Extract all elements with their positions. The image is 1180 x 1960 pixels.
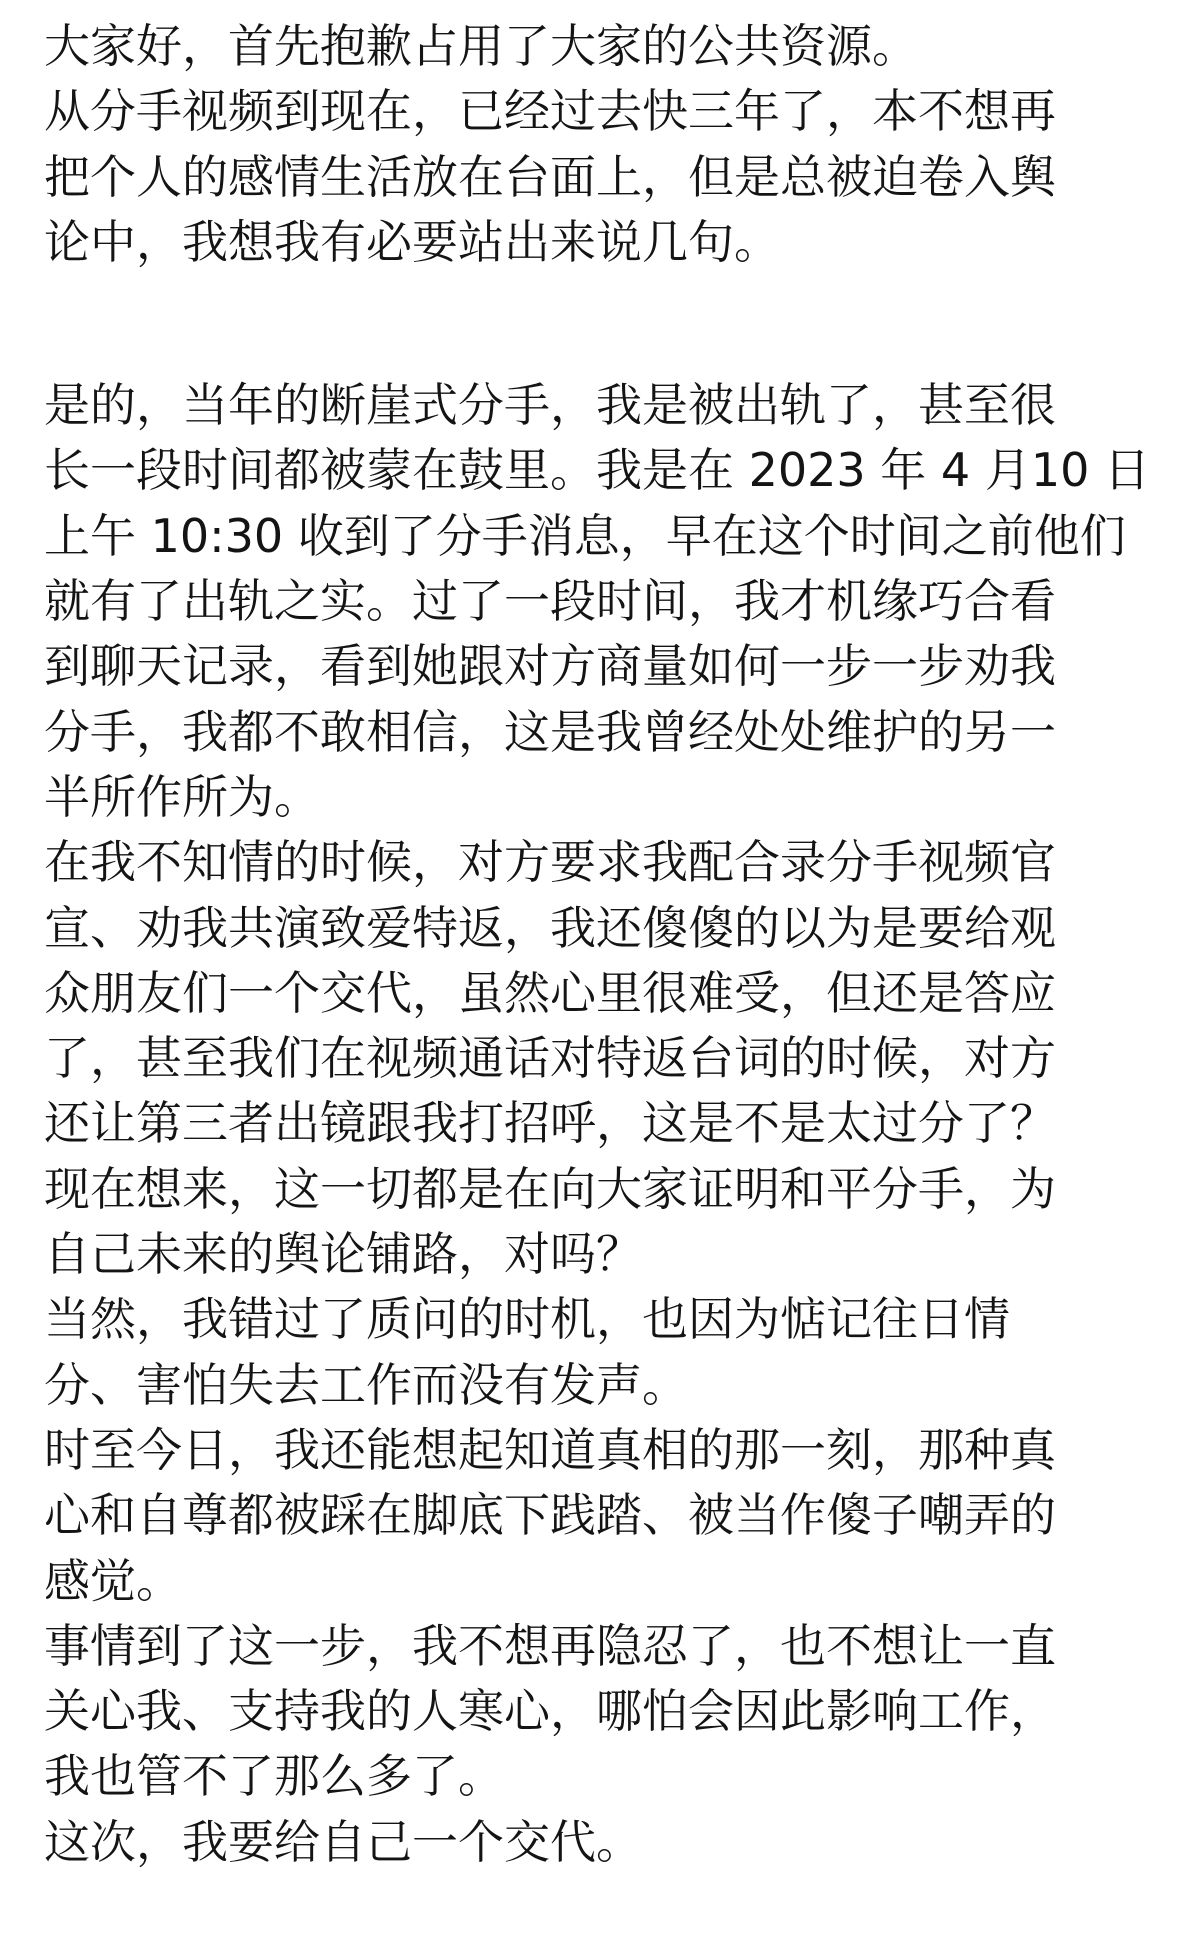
text-line: 时至今日，我还能想起知道真相的那一刻，那种真 xyxy=(44,1422,1056,1477)
text-line: 大家好，首先抱歉占用了大家的公共资源。 xyxy=(44,19,918,73)
text-line: 众朋友们一个交代，虽然心里很难受，但还是答应 xyxy=(44,965,1056,1020)
text-line: 从分手视频到现在，已经过去快三年了，本不想再 xyxy=(44,84,1056,139)
text-line: 是的，当年的断崖式分手，我是被出轨了，甚至很 xyxy=(44,378,1056,433)
text-line: 关心我、支持我的人寒心，哪怕会因此影响工作， xyxy=(44,1684,1056,1739)
paragraph-gap xyxy=(44,275,1174,373)
text-line: 感觉。 xyxy=(44,1553,182,1608)
text-line: 事情到了这一步，我不想再隐忍了，也不想让一直 xyxy=(44,1618,1056,1673)
text-line: 宣、劝我共演致爱特返，我还傻傻的以为是要给观 xyxy=(44,900,1056,955)
text-line: 分、害怕失去工作而没有发声。 xyxy=(44,1357,688,1412)
text-line: 还让第三者出镜跟我打招呼，这是不是太过分了？ xyxy=(44,1096,1056,1151)
text-line: 论中，我想我有必要站出来说几句。 xyxy=(44,214,780,269)
text-line: 心和自尊都被踩在脚底下践踏、被当作傻子嘲弄的 xyxy=(44,1488,1056,1543)
text-line: 现在想来，这一切都是在向大家证明和平分手，为 xyxy=(44,1161,1056,1216)
text-line: 半所作所为。 xyxy=(44,769,320,824)
text-line: 自己未来的舆论铺路，对吗？ xyxy=(44,1227,642,1282)
text-line: 长一段时间都被蒙在鼓里。我是在 2023 年 4 月10 日 xyxy=(44,443,1150,498)
text-line: 到聊天记录，看到她跟对方商量如何一步一步劝我 xyxy=(44,639,1056,694)
body-paragraphs xyxy=(44,373,1174,1875)
text-line: 这次，我要给自己一个交代。 xyxy=(44,1814,642,1869)
intro-paragraph xyxy=(44,14,1174,275)
statement-document xyxy=(44,14,1174,1875)
text-line: 就有了出轨之实。过了一段时间，我才机缘巧合看 xyxy=(44,574,1056,629)
text-line: 分手，我都不敢相信，这是我曾经处处维护的另一 xyxy=(44,704,1056,759)
text-line: 我也管不了那么多了。 xyxy=(44,1749,504,1804)
text-line: 在我不知情的时候，对方要求我配合录分手视频官 xyxy=(44,835,1056,890)
text-line: 上午 10:30 收到了分手消息，早在这个时间之前他们 xyxy=(44,508,1126,563)
text-line: 把个人的感情生活放在台面上，但是总被迫卷入舆 xyxy=(44,149,1056,204)
text-line: 当然，我错过了质问的时机，也因为惦记往日情 xyxy=(44,1292,1010,1347)
text-line: 了，甚至我们在视频通话对特返台词的时候，对方 xyxy=(44,1031,1056,1086)
